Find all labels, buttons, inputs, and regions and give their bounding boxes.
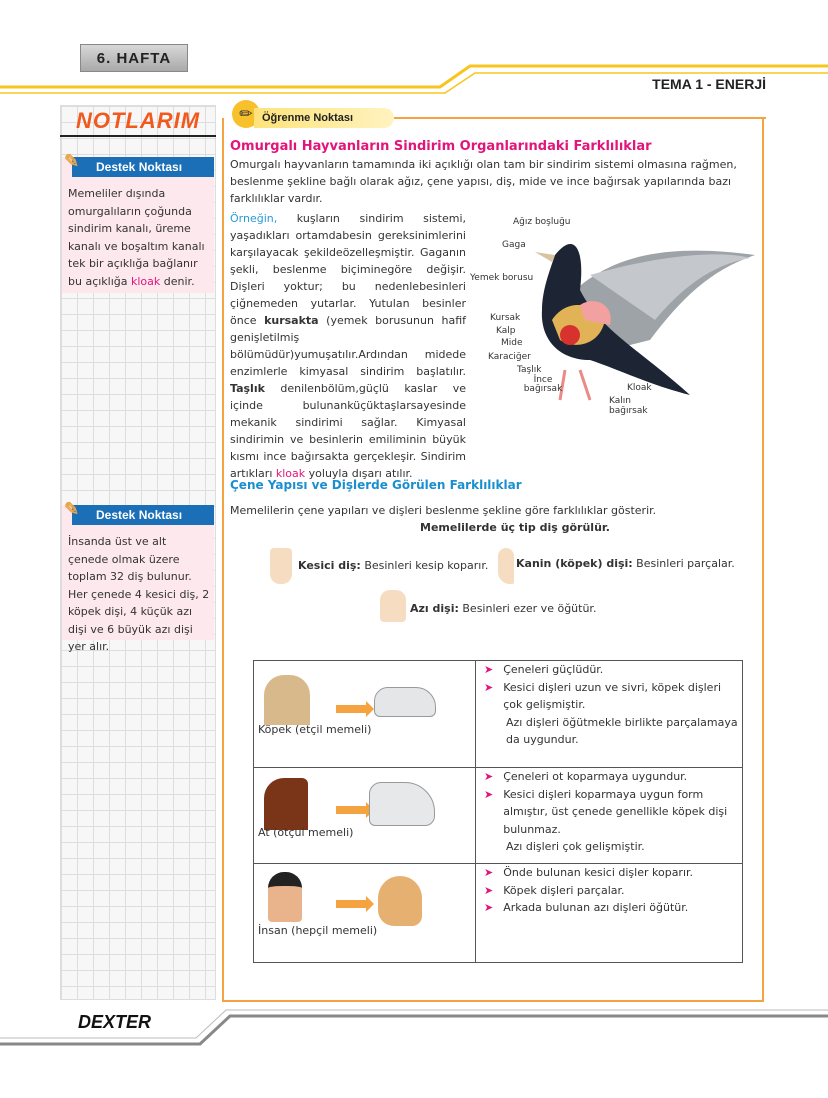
label-liver: Karaciğer — [488, 352, 531, 362]
tooth-incisor: Kesici diş: Besinleri kesip koparır. — [298, 559, 489, 572]
label-cloaca: Kloak — [627, 383, 652, 393]
support-text: İnsanda üst ve alt çenede olmak üzere toplam 32 diş bulunur. Her çenede 4 kesici diş, 2 köpek dişi, 4 küçük azı dişi ve 6 büyük azı dişi yer alır. — [68, 535, 210, 653]
learning-header — [232, 104, 766, 128]
animal-caption: İnsan (hepçil memeli) — [258, 924, 378, 937]
section-title: Omurgalı Hayvanların Sindirim Organlarındaki Farklılıklar — [230, 139, 652, 154]
week-badge: 6. HAFTA — [80, 44, 188, 72]
label-esophagus: Yemek borusu — [470, 273, 534, 283]
canine-tooth-icon — [498, 548, 514, 584]
human-head-icon — [268, 872, 302, 922]
label-beak: Gaga — [502, 240, 526, 250]
label-stomach: Mide — [501, 338, 523, 348]
horse-skull-icon — [369, 782, 435, 826]
human-skull-icon — [378, 876, 422, 926]
animal-caption: At (otçul memeli) — [258, 826, 354, 839]
jaw-section-title: Çene Yapısı ve Dişlerde Görülen Farklılıklar — [230, 478, 522, 492]
tooth-canine: Kanin (köpek) dişi: Besinleri parçalar. — [516, 557, 735, 570]
horse-head-icon — [264, 778, 308, 830]
brand-logo: DEXTER — [78, 1012, 152, 1032]
notes-title: NOTLARIM — [60, 108, 216, 137]
animal-caption: Köpek (etçil memeli) — [258, 723, 372, 736]
label-small-intestine: İnce bağırsak — [523, 375, 563, 394]
jaw-intro: Memelilerin çene yapıları ve dişleri beslenme şekline göre farklılıklar gösterir. — [230, 504, 657, 517]
dog-head-icon — [264, 675, 310, 725]
tooth-molar: Azı dişi: Besinleri ezer ve öğütür. — [410, 602, 597, 615]
arrow-icon — [336, 900, 366, 908]
support-text-end: denir. — [160, 274, 195, 288]
arrow-icon — [336, 705, 366, 713]
bird-digestive-diagram — [470, 210, 765, 430]
intro-text: Omurgalı hayvanların tamamında iki açıklığı olan tam bir sindirim sistemi olmasına rağmen, beslenme şekline bağlı olarak ağız, çene yapısı, diş, mide ve ince bağırsak yapılarında bazı farklılıklar vardır. — [230, 158, 737, 205]
label-crop: Kursak — [490, 313, 521, 323]
support-box-1 — [62, 157, 214, 293]
table-row: Köpek (etçil memeli) ➤ Çeneleri güçlüdür. ➤ Kesici dişleri uzun ve sivri, köpek dişleri çok gelişmiştir. Azı dişleri öğütmekle birlikte parçalamaya da uygundur. — [254, 661, 743, 768]
support-box-2 — [62, 505, 214, 653]
support-text: Memeliler dışında omurgalıların çoğunda sindirim kanalı, üreme kanalı ve boşaltım kanalı tek bir açıklığa bağlanır bu açıklığa — [68, 187, 205, 288]
theme-title: TEMA 1 - ENERJİ — [652, 76, 766, 92]
label-mouth: Ağız boşluğu — [513, 217, 571, 227]
arrow-icon — [336, 806, 366, 814]
label-large-intestine: Kalın bağırsak — [609, 396, 648, 416]
support-tag: ✎ Destek Noktası — [72, 505, 214, 525]
kloak-term: kloak — [131, 274, 161, 288]
learning-tag: Öğrenme Noktası — [254, 108, 394, 128]
jaw-subtitle: Memelilerde üç tip diş görülür. — [420, 521, 610, 534]
table-row: At (otçul memeli) ➤ Çeneleri ot koparmaya uygundur. ➤ Kesici dişleri koparmaya uygun form almıştır, üst çenede genellikle köpek dişi bulunmaz. Azı dişleri çok gelişmiştir. — [254, 768, 743, 864]
dog-skull-icon — [374, 687, 436, 717]
bird-text: Örneğin, kuşların sindirim sistemi, yaşadıkları ortamdabesin gereksinimlerini karşılayacak şekildeözelleşmiştir. Gaganın şekli, beslenme biçiminegöre değişir. Dişleri yoktur; bu nedenlebesinleri çiğnemeden yutarlar. Yutulan besinler önce kursakta (yemek borusunun hafif genişletilmiş bölümüdür)yumuşatılır.Ardından midede enzimlerle kimyasal sindirim başlatılır. Taşlık denilenbölüm,güçlü kaslar ve içinde bulunanküçüktaşlarsayesinde mekanik sindirimi sağlar. Kimyasal sindirimin ve besinlerin emiliminin büyük kısmı ince bağırsakta gerçekleşir. Sindirim artıkları kloak yoluyla dışarı atılır. — [230, 212, 466, 480]
label-heart: Kalp — [496, 326, 516, 336]
label-gizzard: Taşlık — [517, 365, 542, 375]
pencil-mascot-icon: ✏ — [232, 100, 260, 128]
molar-tooth-icon — [380, 590, 406, 622]
incisor-tooth-icon — [270, 548, 292, 584]
mammal-teeth-table — [253, 660, 743, 963]
table-row: İnsan (hepçil memeli) ➤ Önde bulunan kesici dişler koparır. ➤ Köpek dişleri parçalar. ➤ Arkada bulunan azı dişleri öğütür. — [254, 864, 743, 963]
support-tag: ✎ Destek Noktası — [72, 157, 214, 177]
